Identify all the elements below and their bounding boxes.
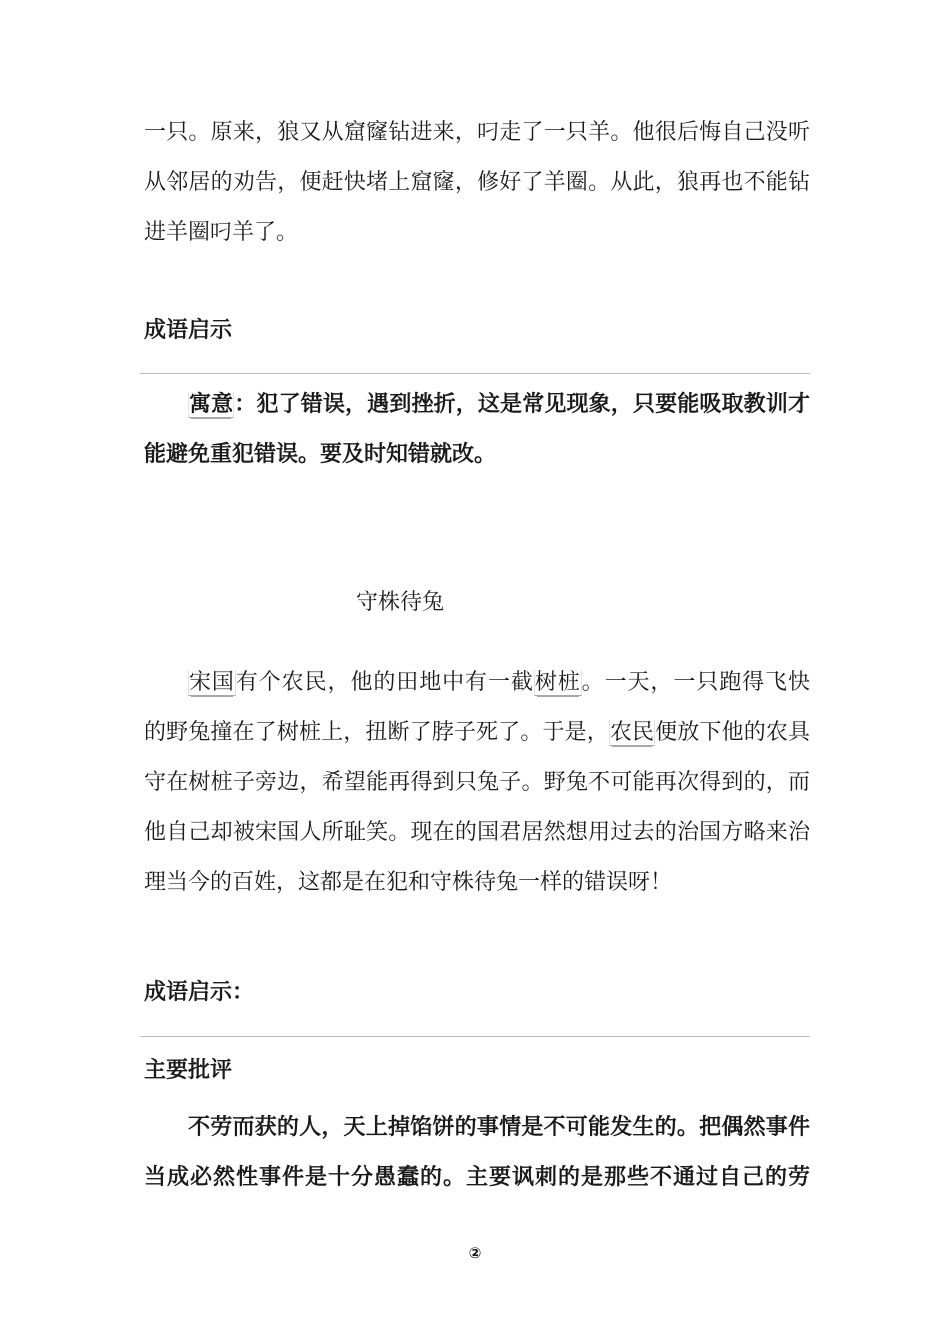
paragraph-line: 他自己却被宋国人所耻笑。现在的国君居然想用过去的治国方略来治 xyxy=(144,820,810,845)
section-heading: 成语启示 xyxy=(144,318,233,343)
meaning-line: 能避免重犯错误。要及时知错就改。 xyxy=(144,442,497,467)
term-farmer: 农民 xyxy=(609,720,655,745)
term-tree-stump: 树桩 xyxy=(534,670,581,695)
paragraph-line xyxy=(144,718,810,748)
lesson-line: 当成必然性事件是十分愚蠢的。主要讽刺的是那些不通过自己的劳 xyxy=(144,1165,810,1190)
paragraph-text: 有个农民，他的田地中有一截 xyxy=(235,670,534,695)
paragraph-line xyxy=(188,668,810,698)
section-heading: 成语启示： xyxy=(144,980,255,1005)
page-number: ② xyxy=(468,1244,482,1262)
paragraph-text: 。一天，一只跑得飞快 xyxy=(581,670,810,695)
paragraph-line: 理当今的百姓，这都是在犯和守株待兔一样的错误呀！ xyxy=(144,870,673,895)
paragraph-text: 的野兔撞在了树桩上，扭断了脖子死了。于是， xyxy=(144,720,609,745)
term-song-state: 宋国 xyxy=(189,670,235,695)
meaning-text: ：犯了错误，遇到挫折，这是常见现象，只要能吸取教训才 xyxy=(234,392,810,417)
section-subheading: 主要批评 xyxy=(144,1058,233,1083)
paragraph-text: 便放下他的农具 xyxy=(655,720,810,745)
divider xyxy=(140,373,810,374)
divider xyxy=(140,1036,810,1037)
paragraph-line: 从邻居的劝告，便赶快堵上窟窿，修好了羊圈。从此，狼再也不能钻 xyxy=(144,170,810,195)
lesson-line: 不劳而获的人，天上掉馅饼的事情是不可能发生的。把偶然事件 xyxy=(188,1115,810,1140)
story-title: 守株待兔 xyxy=(356,590,445,615)
meaning-label: 寓意 xyxy=(189,392,234,417)
paragraph-line: 守在树桩子旁边，希望能再得到只兔子。野兔不可能再次得到的，而 xyxy=(144,770,810,795)
meaning-line xyxy=(188,390,810,420)
paragraph-line: 进羊圈叼羊了。 xyxy=(144,220,299,245)
paragraph-line: 一只。原来，狼又从窟窿钻进来，叼走了一只羊。他很后悔自己没听 xyxy=(144,120,810,145)
